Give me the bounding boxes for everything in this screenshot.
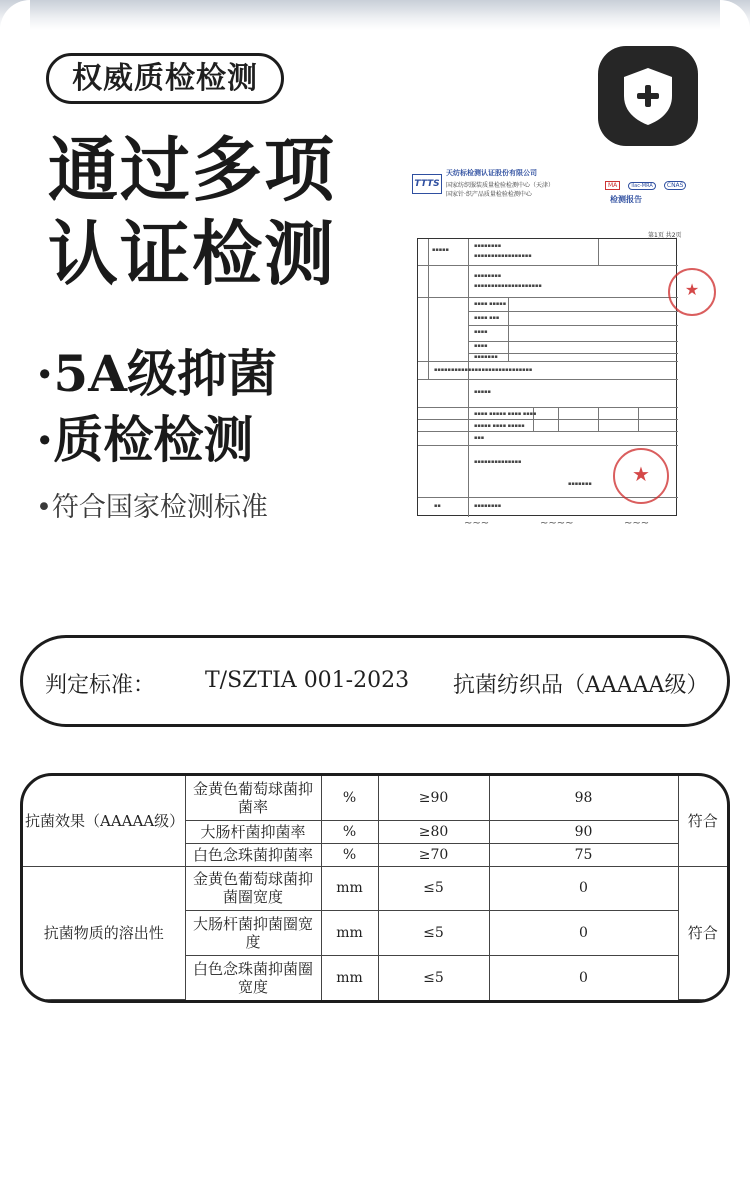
item-requirement: ≥70 (378, 843, 489, 866)
item-value: 98 (489, 776, 678, 820)
results-table (20, 773, 730, 1003)
report-page-number: 第1页 共2页 (648, 232, 682, 239)
item-name: 白色念珠菌抑菌圈宽度 (185, 955, 321, 999)
signature-2: ~~~~ (540, 518, 574, 529)
item-unit: % (321, 776, 378, 820)
item-unit: % (321, 843, 378, 866)
report-center-2: 国家针·织产品质量检验检测中心 (446, 191, 532, 198)
bullet-quality-test: ·质检检测 (36, 410, 254, 469)
item-requirement: ≤5 (378, 866, 489, 911)
item-requirement: ≤5 (378, 955, 489, 999)
item-unit: mm (321, 955, 378, 999)
authority-badge: 权威质检检测 (46, 53, 284, 104)
item-unit: mm (321, 911, 378, 956)
item-value: 75 (489, 843, 678, 866)
red-seal-stamp-bottom: ★ (613, 448, 669, 504)
headline-line-2: 认证检测 (48, 212, 336, 295)
signature-3: ~~~ (624, 518, 650, 529)
test-report-image (400, 160, 705, 538)
report-sheet: ▪▪▪▪▪ ▪▪▪▪▪▪▪▪ ▪▪▪▪▪▪▪▪▪▪▪▪▪▪▪▪▪ ▪▪▪▪▪▪▪▪ ▪▪▪▪▪▪▪▪▪▪▪▪▪▪▪▪▪▪▪▪ ▪▪▪▪ ▪▪▪▪▪ ▪▪▪▪ ▪▪▪ ▪▪▪▪ ▪▪▪▪ ▪▪▪▪▪▪▪ ▪▪▪▪▪▪▪▪▪▪▪▪▪▪▪▪▪▪▪▪▪▪▪▪▪▪▪▪▪ ▪▪▪▪▪ ▪▪▪▪ ▪▪▪▪▪ ▪▪▪▪ ▪▪▪▪ ▪▪▪▪▪ ▪▪▪▪ ▪▪▪▪▪ ▪▪▪ ▪▪▪▪▪▪▪▪▪▪▪▪▪▪ ▪▪▪▪▪▪▪ ▪▪ ▪▪▪▪▪▪▪▪ (417, 238, 677, 516)
table-row (23, 776, 727, 820)
judgement-label: 判定标准： (45, 673, 156, 698)
standard-name: 抗菌纺织品（AAAAA级） (453, 673, 709, 698)
report-center-1: 国家纺织服装质量检验检测中心（天津） (446, 182, 555, 189)
category-antibacterial-effect: 抗菌效果（AAAAA级） (23, 776, 185, 866)
item-name: 金黄色葡萄球菌抑菌圈宽度 (185, 866, 321, 911)
cma-mark: MA (605, 181, 620, 190)
report-title: 检测报告 (610, 195, 642, 204)
judgement-standard-pill (20, 635, 730, 727)
certification-marks (605, 172, 686, 191)
verdict-substance-dissolution: 符合 (678, 866, 727, 1000)
item-requirement: ≤5 (378, 911, 489, 956)
ilac-mark: ilac-MRA (628, 182, 655, 190)
standard-code: T/SZTIA 001-2023 (205, 668, 410, 693)
item-name: 大肠杆菌抑菌圈宽度 (185, 911, 321, 956)
cnas-mark: CNAS (664, 181, 687, 190)
item-value: 0 (489, 955, 678, 999)
verdict-antibacterial-effect: 符合 (678, 776, 727, 866)
item-requirement: ≥80 (378, 820, 489, 843)
item-name: 大肠杆菌抑菌率 (185, 820, 321, 843)
item-unit: % (321, 820, 378, 843)
item-name: 金黄色葡萄球菌抑菌率 (185, 776, 321, 820)
item-value: 0 (489, 911, 678, 956)
item-value: 0 (489, 866, 678, 911)
top-gradient-band (0, 0, 750, 30)
item-name: 白色念珠菌抑菌率 (185, 843, 321, 866)
bullet-antibacterial: ·5A级抑菌 (36, 344, 277, 403)
bullet-national-standard: •符合国家检测标准 (36, 492, 268, 523)
report-logo: TTTS (412, 174, 442, 194)
item-value: 90 (489, 820, 678, 843)
signature-1: ~~~ (464, 518, 490, 529)
table-row (23, 866, 727, 911)
report-org: 天纺标检测认证股份有限公司 (446, 169, 537, 177)
category-substance-dissolution: 抗菌物质的溶出性 (23, 866, 185, 1000)
red-seal-stamp-top: ★ (668, 268, 716, 316)
shield-plus-icon (598, 46, 698, 146)
item-requirement: ≥90 (378, 776, 489, 820)
item-unit: mm (321, 866, 378, 911)
headline-line-1: 通过多项 (48, 128, 336, 211)
